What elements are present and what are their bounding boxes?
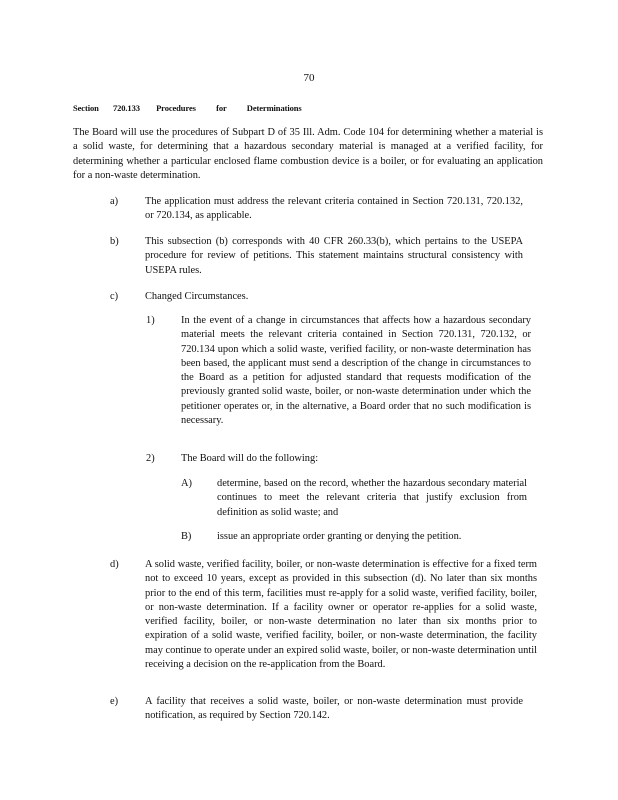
subsection-c-2-A-label: A) bbox=[181, 478, 192, 489]
subsection-c-2-B-label: B) bbox=[181, 531, 192, 542]
subsection-c-2-B-text: issue an appropriate order granting or denying the petition. bbox=[217, 531, 462, 542]
heading-section-word: Section bbox=[73, 103, 99, 113]
heading-title-word-1: Procedures bbox=[156, 103, 196, 113]
heading-section-number: 720.133 bbox=[112, 103, 140, 113]
heading-title-word-2: for bbox=[216, 103, 227, 113]
subsection-d-text: A solid waste, verified facility, boiler, or non-waste determination is effective for a fixed term not to exceed 10 years, except as provided in this subsection (d). No later than six months prior to the end of this term, facilities must re-apply for a solid waste, verified facility, boiler, or non-waste determination. If a facility owner or operator re-applies for a solid waste, verified facility, boiler, or non-waste determination no later than six months prior to expiration of a solid waste, verified facility, boiler, or non-waste determination, the facility may continue to operate under an expired solid waste, boiler, or non-waste determination until receiving a decision on the re-application from the Board. bbox=[145, 559, 537, 671]
subsection-c-2-text: The Board will do the following: bbox=[181, 453, 319, 464]
subsection-b-text: This subsection (b) corresponds with 40 CFR 260.33(b), which pertains to the USEPA procedure for review of petitions. This statement maintains structural consistency with USEPA rules. bbox=[145, 236, 523, 276]
subsection-c-2-A-text: determine, based on the record, whether the hazardous secondary material continues to meet the relevant criteria that justify exclusion from definition as solid waste; and bbox=[217, 478, 527, 518]
subsection-a-label: a) bbox=[110, 196, 119, 207]
subsection-d-label: d) bbox=[110, 559, 119, 570]
page-number: 70 bbox=[303, 72, 315, 84]
subsection-c-text: Changed Circumstances. bbox=[145, 291, 249, 302]
subsection-e-text: A facility that receives a solid waste, boiler, or non-waste determination must provide notification, as required by Section 720.142. bbox=[145, 696, 523, 722]
section-heading bbox=[73, 103, 302, 113]
subsection-b-label: b) bbox=[110, 236, 119, 247]
subsection-a-text: The application must address the relevant criteria contained in Section 720.131, 720.132, or 720.134, as applicable. bbox=[145, 196, 523, 222]
subsection-c-1-label: 1) bbox=[146, 315, 155, 326]
subsection-c-label: c) bbox=[110, 291, 119, 302]
subsection-c-1-text: In the event of a change in circumstances that affects how a hazardous secondary material meets the relevant criteria contained in Section 720.131, 720.132, or 720.134 upon which a solid waste, verified facility, or non-waste determination has been based, the applicant must send a description of the change in circumstances to the Board as a petition for adjusted standard that requests modification of the previously granted solid waste, boiler, or non-waste determination under which the petitioner operates or, in the alternative, a Board order that no such modification is necessary. bbox=[181, 315, 531, 427]
subsection-c-2-label: 2) bbox=[146, 453, 155, 464]
subsection-e-label: e) bbox=[110, 696, 119, 707]
intro-paragraph: The Board will use the procedures of Subpart D of 35 Ill. Adm. Code 104 for determining whether a material is a solid waste, for determining that a hazardous secondary material is managed at a verified facility, for determining whether a particular enclosed flame combustion device is a boiler, or for evaluating an application for a non-waste determination. bbox=[73, 127, 543, 181]
heading-title-word-3: Determinations bbox=[246, 103, 302, 113]
